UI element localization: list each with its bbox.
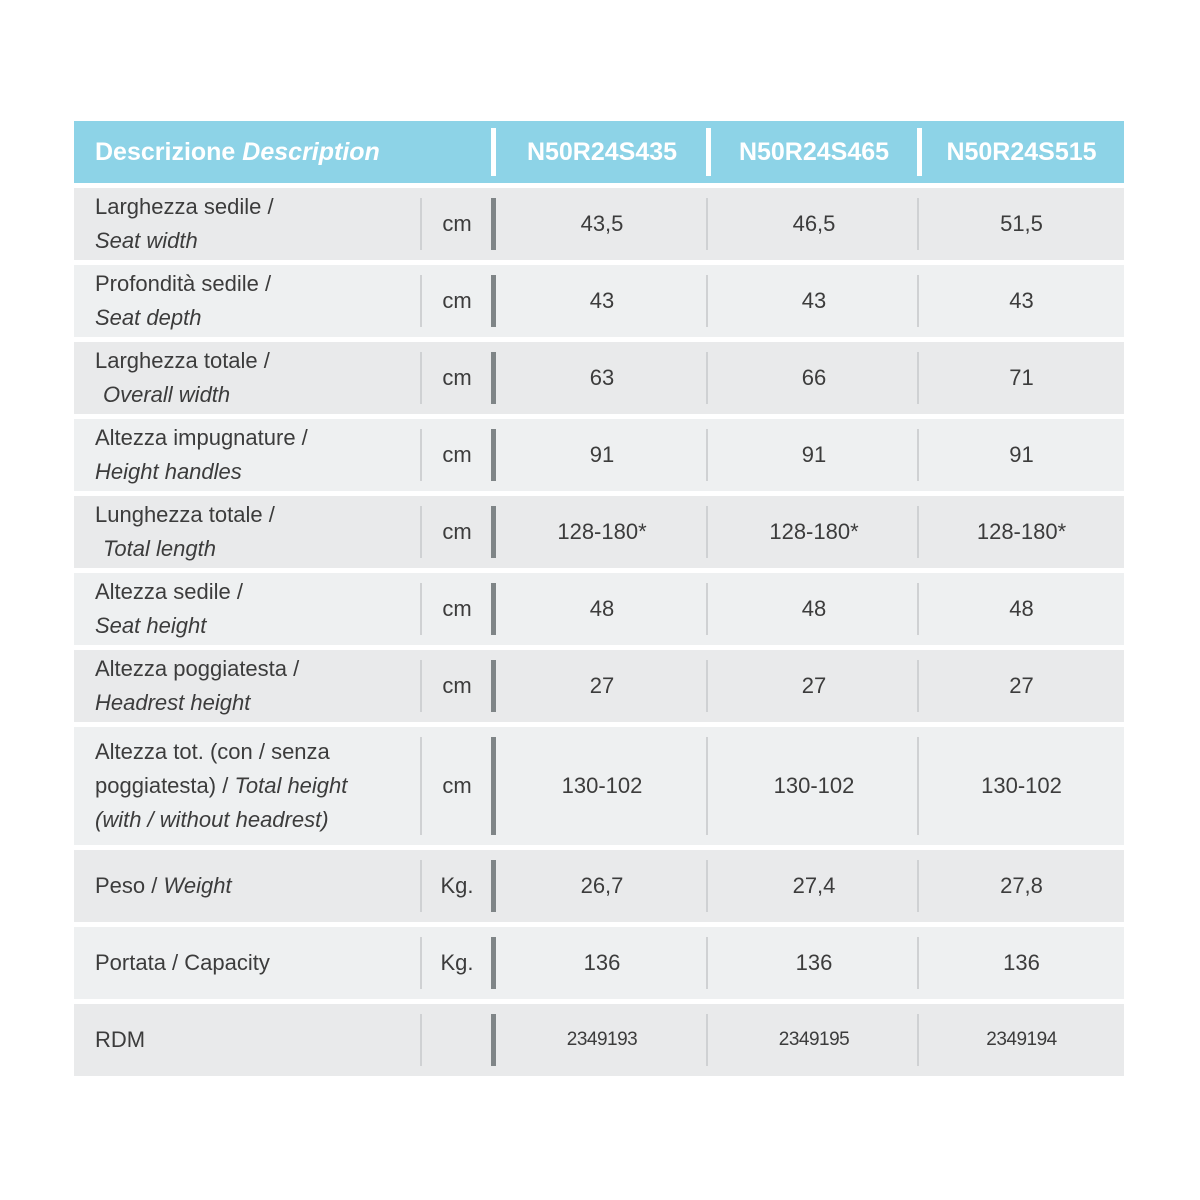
table-row — [74, 1004, 1124, 1076]
row-value-2: 136 — [795, 950, 833, 975]
row-unit: cm — [442, 673, 472, 698]
row-unit: cm — [442, 519, 472, 544]
row-unit — [420, 1004, 494, 1076]
row-label — [95, 727, 415, 845]
row-value-1: 26,7 — [580, 873, 624, 898]
column-divider — [706, 860, 708, 912]
column-divider — [706, 937, 708, 989]
main-divider — [491, 583, 496, 635]
row-value-1: 48 — [589, 596, 615, 621]
row-label-en: Weight — [163, 873, 232, 898]
row-value-2: 128-180* — [769, 519, 859, 544]
row-value-2: 43 — [801, 288, 827, 313]
row-label-it: RDM — [95, 1027, 146, 1052]
row-label-it: Altezza impugnature / — [95, 425, 308, 450]
main-divider — [491, 860, 496, 912]
row-value-2: 48 — [801, 596, 827, 621]
row-label-en: Seat height — [95, 613, 207, 638]
row-label — [95, 927, 415, 999]
row-label — [95, 1004, 415, 1076]
row-label-it: Peso / — [95, 873, 158, 898]
row-label — [95, 188, 415, 260]
header-model-3: N50R24S515 — [946, 137, 1097, 166]
row-label — [95, 850, 415, 922]
main-divider — [491, 506, 496, 558]
table-row — [74, 342, 1124, 414]
row-value-1: 91 — [589, 442, 615, 467]
row-value-2: 91 — [801, 442, 827, 467]
column-divider — [706, 506, 708, 558]
row-unit: cm — [442, 773, 472, 798]
header-description — [95, 121, 415, 183]
column-divider — [706, 198, 708, 250]
table-row — [74, 496, 1124, 568]
column-divider — [706, 737, 708, 835]
row-label — [95, 573, 415, 645]
column-divider — [706, 275, 708, 327]
row-value-1: 2349193 — [566, 1029, 638, 1050]
table-row — [74, 419, 1124, 491]
row-unit: Kg. — [440, 873, 474, 898]
row-value-1: 43 — [589, 288, 615, 313]
header-desc-it: Descrizione — [95, 137, 236, 166]
row-value-1: 130-102 — [561, 773, 643, 798]
header-model-2: N50R24S465 — [738, 137, 890, 166]
table-row — [74, 265, 1124, 337]
row-value-3: 27 — [1009, 673, 1034, 698]
row-value-3: 91 — [1009, 442, 1034, 467]
table-row — [74, 850, 1124, 922]
row-value-1: 63 — [589, 365, 615, 390]
row-value-3: 48 — [1009, 596, 1034, 621]
main-divider — [491, 1014, 496, 1066]
row-value-1: 128-180* — [557, 519, 647, 544]
row-unit: cm — [442, 365, 472, 390]
column-divider — [706, 583, 708, 635]
row-label-it: Larghezza sedile / — [95, 194, 274, 219]
row-value-3: 136 — [1003, 950, 1040, 975]
main-divider — [491, 660, 496, 712]
row-label — [95, 265, 415, 337]
row-value-1: 43,5 — [580, 211, 624, 236]
row-unit: cm — [442, 442, 472, 467]
main-divider — [491, 937, 496, 989]
table-row — [74, 188, 1124, 260]
row-label-en: (with / without headrest) — [95, 807, 329, 832]
table-row — [74, 727, 1124, 845]
row-value-3: 128-180* — [976, 519, 1067, 544]
table-row — [74, 573, 1124, 645]
row-label-en: Height handles — [95, 459, 242, 484]
row-value-1: 136 — [583, 950, 621, 975]
row-label — [95, 496, 415, 568]
row-label-it: poggiatesta) / — [95, 773, 229, 798]
row-value-2: 46,5 — [792, 211, 836, 236]
row-value-3: 130-102 — [981, 773, 1062, 798]
main-divider — [491, 429, 496, 481]
header-desc-en: Description — [242, 137, 380, 166]
column-divider — [706, 429, 708, 481]
row-unit: cm — [442, 288, 472, 313]
header-divider — [491, 128, 496, 176]
spec-table — [74, 121, 1124, 1081]
main-divider — [491, 737, 496, 835]
row-value-2: 130-102 — [773, 773, 855, 798]
row-label-it: Altezza poggiatesta / — [95, 656, 300, 681]
row-value-2: 27 — [801, 673, 827, 698]
row-label — [95, 419, 415, 491]
row-label-en: Headrest height — [95, 690, 251, 715]
row-value-2: 27,4 — [792, 873, 836, 898]
row-value-3: 51,5 — [1000, 211, 1043, 236]
main-divider — [491, 352, 496, 404]
table-row — [74, 927, 1124, 999]
row-label-en: Seat width — [95, 228, 198, 253]
row-label-en: Seat depth — [95, 305, 202, 330]
row-label-it: Larghezza totale / — [95, 348, 270, 373]
row-label-it: Portata / Capacity — [95, 950, 270, 975]
row-value-1: 27 — [589, 673, 615, 698]
row-value-3: 71 — [1009, 365, 1034, 390]
row-label-en: Overall width — [103, 382, 231, 407]
row-label-it: Profondità sedile / — [95, 271, 272, 296]
main-divider — [491, 275, 496, 327]
column-divider — [706, 660, 708, 712]
row-value-2: 2349195 — [778, 1029, 850, 1050]
row-label-en: Total height — [234, 773, 348, 798]
main-divider — [491, 198, 496, 250]
row-unit: cm — [442, 596, 472, 621]
row-value-3: 2349194 — [986, 1029, 1057, 1050]
row-label-it: Altezza tot. (con / senza — [95, 739, 330, 764]
row-value-2: 66 — [801, 365, 827, 390]
row-label — [95, 650, 415, 722]
row-label-it: Lunghezza totale / — [95, 502, 275, 527]
row-unit: Kg. — [440, 950, 474, 975]
row-label-en: Total length — [103, 536, 216, 561]
row-label — [95, 342, 415, 414]
table-row — [74, 650, 1124, 722]
column-divider — [706, 1014, 708, 1066]
row-unit: cm — [442, 211, 472, 236]
column-divider — [706, 352, 708, 404]
row-label-it: Altezza sedile / — [95, 579, 243, 604]
table-header — [74, 121, 1124, 183]
header-model-1: N50R24S435 — [526, 137, 678, 166]
row-value-3: 43 — [1009, 288, 1034, 313]
row-value-3: 27,8 — [1000, 873, 1043, 898]
